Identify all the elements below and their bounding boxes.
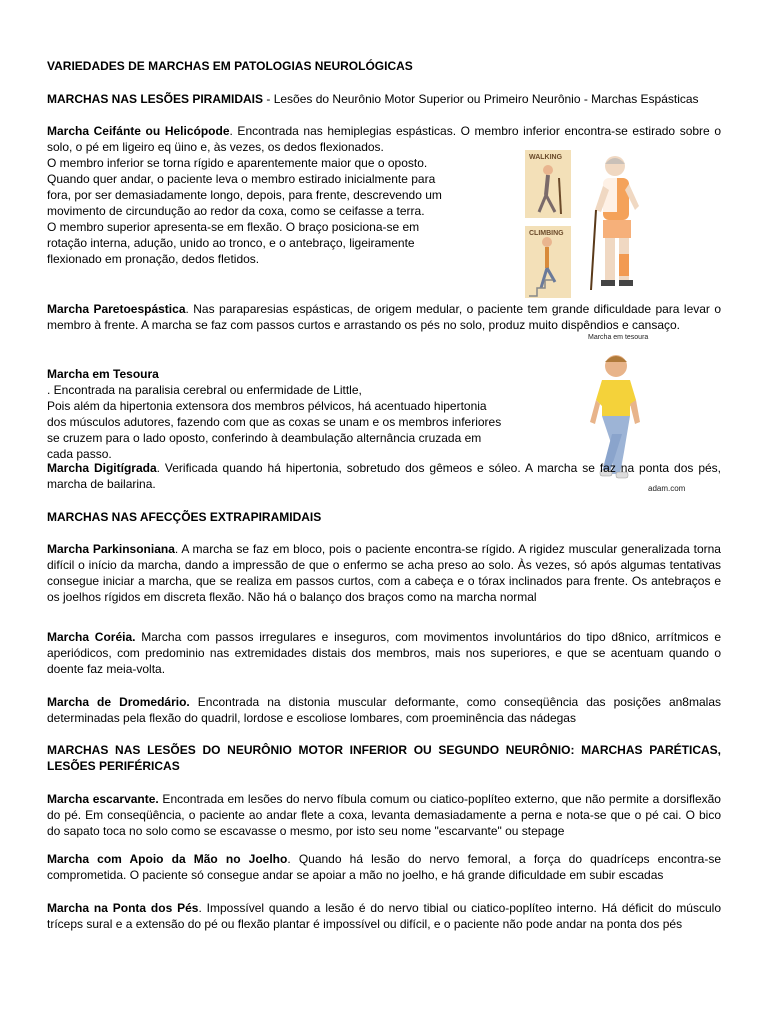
- tesoura-line: se cruzem para o lado oposto, conferindo à deambulação alternância cruzada em: [47, 431, 482, 445]
- section-heading-rest: - Lesões do Neurônio Motor Superior ou Primeiro Neurônio - Marchas Espásticas: [263, 92, 699, 106]
- helicopode-line: rotação interna, adução, unido ao tronco, e o antebraço, ligeiramente: [47, 236, 415, 250]
- term-ponta-pes: Marcha na Ponta dos Pés: [47, 901, 199, 915]
- helicopode-line: fora, por ser demasiadamente longo, depois, para frente, descrevendo um: [47, 188, 442, 202]
- scissor-caption: Marcha em tesoura: [588, 334, 649, 341]
- text-escarvante: Encontrada em lesões do nervo fíbula comum ou ciatico-poplíteo externo, que não permite a dorsiflexão do pé. Em conseqüência, o paciente ao andar flete a coxa, levanta demasiadamente a perna e nota-se que o pé cai. O bico do sapato toca no solo como se escavasse o mesmo, por isto seu nome "escarvante" ou stepage: [47, 792, 721, 838]
- hemiplegia-gait-illustration: [523, 150, 653, 302]
- section-heading-bold: MARCHAS NAS LESÕES PIRAMIDAIS: [47, 92, 264, 106]
- adam-credit: adam.com: [648, 484, 686, 493]
- helicopode-line: flexionado em pronação, dedos fletidos.: [47, 252, 260, 266]
- paragraph-ponta-pes: [47, 900, 721, 932]
- helicopode-line: O membro inferior se torna rígido e aparentemente maior que o oposto.: [47, 156, 428, 170]
- text-paretoespastica: . Nas paraparesias espásticas, de origem medular, o paciente tem grande dificuldade para levar o membro à frente. A marcha se faz com passos curtos e arrastando os pés no solo, produz muito dispêndios e cansaço.: [47, 302, 722, 332]
- hemiplegia-figure-svg: [523, 150, 653, 302]
- paragraph-parkinsoniana: [47, 541, 721, 605]
- section-piramidais-heading: [47, 91, 721, 107]
- text-dromedario: Encontrada na distonia muscular deformante, como conseqüência das posições an8malas determinadas pela flexão do quadril, lordose e escoliose lombares, com proeminência das nádegas: [47, 695, 721, 725]
- term-tesoura: Marcha em Tesoura: [47, 367, 159, 381]
- document-title: VARIEDADES DE MARCHAS EM PATOLOGIAS NEUROLÓGICAS: [47, 59, 413, 73]
- paragraph-tesoura: [47, 366, 547, 462]
- paragraph-dromedario: [47, 694, 721, 726]
- section-extrapiramidais-heading: MARCHAS NAS AFECÇÕES EXTRAPIRAMIDAIS: [47, 510, 322, 524]
- paragraph-apoio-joelho: [47, 851, 721, 883]
- paragraph-digitigrada: [47, 460, 721, 492]
- text-apoio-joelho: . Quando há lesão do nervo femoral, a força do quadríceps encontra-se comprometida. O paciente só consegue andar se apoiar a mão no joelho, e há grande dificuldade em subir escadas: [47, 852, 722, 882]
- text-coreia: Marcha com passos irregulares e inseguros, com movimentos involuntários do tipo d8nico, arrítmicos e aperiódicos, com predominio nas extremidades distais dos membros, mais nos superiores, e que se acentuam quando o doente faz meia-volta.: [47, 630, 721, 676]
- text-helicopode: . Encontrada nas hemiplegias espásticas. O membro inferior encontra-se estirado sobre o solo, o pé em ligeiro eq üino e, às vezes, os dedos flexionados.: [47, 124, 721, 154]
- text-digitigrada: . Verificada quando há hipertonia, sobretudo dos gêmeos e sóleo. A marcha se faz na ponta dos pés, marcha de bailarina.: [47, 461, 721, 491]
- tesoura-line: Pois além da hipertonia extensora dos membros pélvicos, há acentuado hipertonia: [47, 399, 487, 413]
- term-escarvante: Marcha escarvante.: [47, 792, 159, 806]
- section-neuronio-inferior-heading: MARCHAS NAS LESÕES DO NEURÔNIO MOTOR INFERIOR OU SEGUNDO NEURÔNIO: MARCHAS PARÉTICAS, LESÕES PERIFÉRICAS: [47, 743, 721, 773]
- text-tesoura-first: . Encontrada na paralisia cerebral ou enfermidade de Little,: [47, 383, 362, 397]
- climbing-label: CLIMBING: [529, 230, 564, 237]
- tesoura-first-line: [47, 366, 547, 398]
- tesoura-line: cada passo.: [47, 447, 112, 461]
- text-parkinsoniana: . A marcha se faz em bloco, pois o paciente encontra-se rígido. A rigidez muscular generalizada torna difícil o início da marcha, dando a impressão de que o enfermo se acha preso ao solo. Às vezes, só após algumas tentativas consegue iniciar a marcha, que se realiza em passos curtos, com a cabeça e o tórax inclinados para frente. Os antebraços e os joelhos rígidos em discreta flexão. Não há o balanço dos braços como na marcha normal: [47, 542, 721, 604]
- term-apoio-joelho: Marcha com Apoio da Mão no Joelho: [47, 852, 288, 866]
- term-paretoespastica: Marcha Paretoespástica: [47, 302, 186, 316]
- term-coreia: Marcha Coréia.: [47, 630, 136, 644]
- text-ponta-pes: . Impossível quando a lesão é do nervo tibial ou ciatico-poplíteo interno. Há déficit do músculo tríceps sural e a extensão do pé ou flexão plantar é impossível ou difícil, e o paciente não pode andar na ponta dos pés: [47, 901, 721, 931]
- tesoura-line: dos músculos adutores, fazendo com que as coxas se unam e os membros inferiores: [47, 415, 502, 429]
- term-parkinsoniana: Marcha Parkinsoniana: [47, 542, 175, 556]
- helicopode-line: movimento de circundução ao redor da coxa, como se ceifasse a terra.: [47, 204, 425, 218]
- term-helicopode: Marcha Ceifánte ou Helicópode: [47, 124, 230, 138]
- helicopode-lines: [47, 155, 517, 267]
- walking-label: WALKING: [529, 154, 563, 161]
- helicopode-line: Quando quer andar, o paciente leva o membro estirado inicialmente para: [47, 172, 436, 186]
- paragraph-paretoespastica: [47, 301, 721, 333]
- term-dromedario: Marcha de Dromedário.: [47, 695, 190, 709]
- term-digitigrada: Marcha Digitígrada: [47, 461, 157, 475]
- helicopode-line: O membro superior apresenta-se em flexão. O braço posiciona-se em: [47, 220, 420, 234]
- paragraph-coreia: [47, 629, 721, 677]
- paragraph-escarvante: [47, 791, 721, 839]
